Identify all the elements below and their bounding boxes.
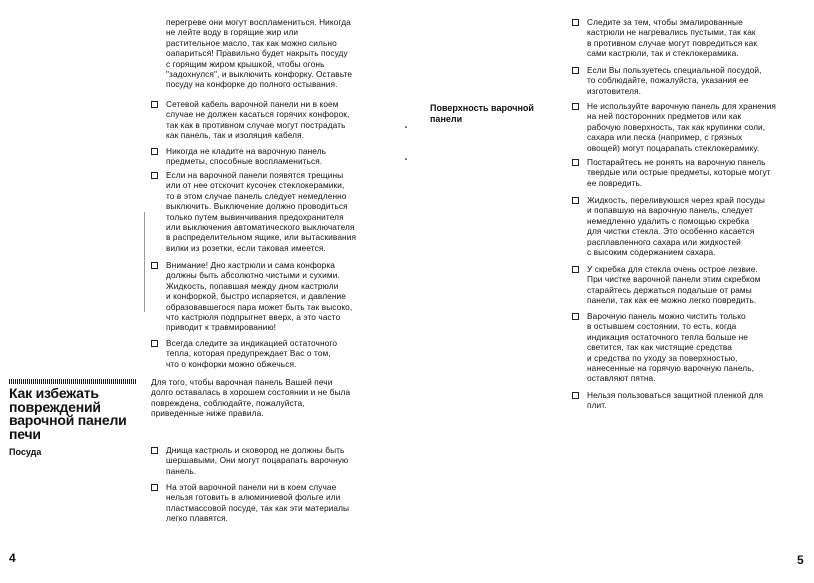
right-page <box>407 0 814 583</box>
bullet-text: Никогда не кладите на варочную панель предметы, способные воспламениться. <box>166 146 327 167</box>
bullet-text: Внимание! Дно кастрюли и сама конфорка должны быть абсолютно чистыми и сухими. Жидкость, попавшая между дном кастрюли и конфоркой, быстро испаряется, и давление образовавшегося пара может быть так высоко, что кастрюля подпрыгнет вверх, а это часто приводит к травмированию! <box>166 260 353 333</box>
heading-decorative-bar <box>9 379 137 384</box>
checkbox-bullet-icon <box>151 262 158 269</box>
checkbox-bullet-icon <box>572 159 579 166</box>
checkbox-bullet-icon <box>572 197 579 204</box>
sub-heading-posuda: Посуда <box>9 447 42 457</box>
left-margin-line <box>144 212 145 312</box>
bullet-text: Следите за тем, чтобы эмалированные кастрюли не нагревались пустыми, так как в противном случае могут повредиться как сами кастрюли, так и стеклокерамика. <box>587 17 758 59</box>
scan-dot <box>405 158 407 160</box>
checkbox-bullet-icon <box>572 67 579 74</box>
bullet-text: Если Вы пользуетесь специальной посудой, то соблюдайте, пожалуйста, указания ее изготовителя. <box>587 65 762 96</box>
checkbox-bullet-icon <box>151 484 158 491</box>
bullet-text: Днища кастрюль и сковород не должны быть шершавыми, Они могут поцарапать варочную панель. <box>166 445 349 476</box>
checkbox-bullet-icon <box>151 340 158 347</box>
checkbox-bullet-icon <box>151 447 158 454</box>
surface-heading: Поверхность варочной панели <box>430 103 534 124</box>
checkbox-bullet-icon <box>572 266 579 273</box>
main-heading: Как избежать повреждений варочной панели печи <box>9 385 127 442</box>
scan-dot <box>405 126 407 128</box>
page-number-left: 4 <box>9 551 16 565</box>
bullet-text: Всегда следите за индикацией остаточного тепла, которая предупреждает Вас о том, что о конфорки можно обжечься. <box>166 338 338 369</box>
checkbox-bullet-icon <box>151 148 158 155</box>
checkbox-bullet-icon <box>572 392 579 399</box>
bullet-text: Жидкость, переливуюшся через край посуды и попавшую на варочную панель, следует немедленно удалить с помощью скребка для чистки стекла. Это особенно касается расплавленного сахара или жидкостей с высоким содержанием сахара. <box>587 195 765 258</box>
checkbox-bullet-icon <box>151 101 158 108</box>
checkbox-bullet-icon <box>572 103 579 110</box>
checkbox-bullet-icon <box>151 172 158 179</box>
bullet-text: Не используйте варочную панель для хранения на ней посторонних предметов или как рабочую поверхность, так как крупинки соли, сахара или песка (например, с грязных овощей) могут поцарапать стеклокерамику. <box>587 101 777 153</box>
bullet-text: Сетевой кабель варочной панели ни в коем случае не должен касаться горячих конфорок, так как в противном случае могут пострадать как панель, так и изоляция кабеля. <box>166 99 350 141</box>
bullet-text: Нельзя пользоваться защитной пленкой для плит. <box>587 390 764 411</box>
bullet-text: Постарайтесь не ронять на варочную панель твердые или острые предметы, которые могут ее повредить. <box>587 157 771 188</box>
page-number-right: 5 <box>797 553 804 567</box>
bullet-text: Варочную панель можно чистить только в остывшем состоянии, то есть, когда индикация остаточного тепла больше не светится, так как чистящие средства и средства по уходу за поверхностью, нанесенные на горячую варочную панель, оставляют пятна. <box>587 311 755 384</box>
checkbox-bullet-icon <box>572 19 579 26</box>
bullet-text: У скребка для стекла очень острое лезвие. При чистке варочной панели этим скребком старайтесь держаться подальше от рамы панели, так как ее можно легко повредить. <box>587 264 761 306</box>
checkbox-bullet-icon <box>572 313 579 320</box>
intro-paragraph: перегреве они могут воспламениться. Никогда не лейте воду в горящие жир или растительное масло, так как можно сильно оапариться! Правильно будет накрыть посуду с горящим жиром крышкой, чтобы огонь "задохнулся", и выключить конфорку. Оставьте посуду на конфорке до полного остывания. <box>166 17 353 90</box>
bullet-text: Если на варочной панели появятся трещины или от нее отскочит кусочек стеклокерамики, то в этом случае панель следует немедленно выключить. Выключение должно проводиться только путем вывинчивания предохранителя или выключения автоматического выключателя в распределительном ящике, или вытаскивания вилки из розетки, если таковая имеется. <box>166 170 357 253</box>
section-intro-paragraph: Для того, чтобы варочная панель Вашей печи долго оставалась в хорошем состоянии и не была повреждена, соблюдайте, пожалуйста, приведенные ниже правила. <box>151 377 351 419</box>
bullet-text: На этой варочной панели ни в коем случае нельзя готовить в алюминиевой фольге или пластмассовой посуде, так как эти материалы легко плавятся. <box>166 482 350 524</box>
